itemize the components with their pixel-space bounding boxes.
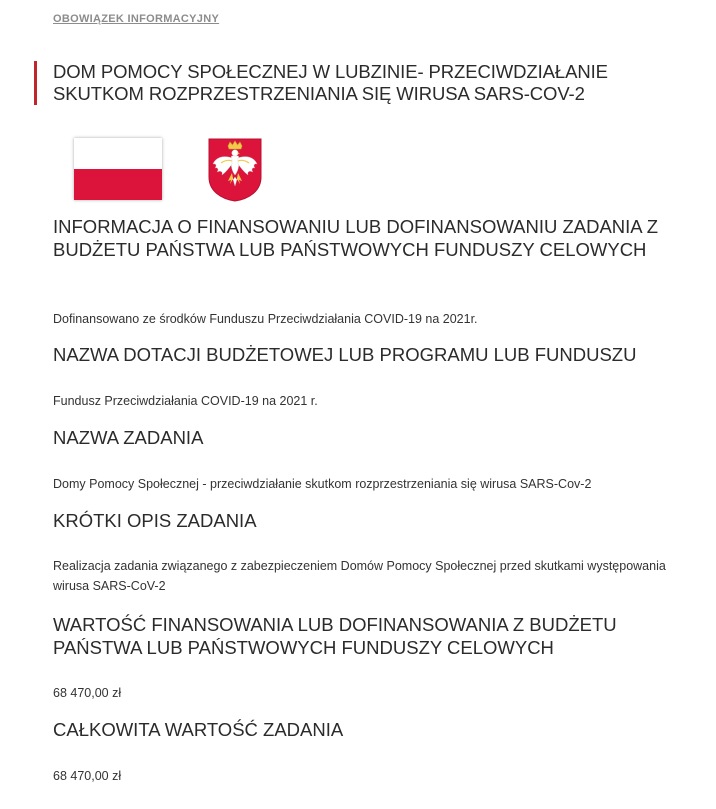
section-text-task-name: Domy Pomocy Społecznej - przeciwdziałanie skutkom rozprzestrzeniania się wirusa SARS-Cov-2	[53, 477, 592, 491]
section-heading-funding-value: WARTOŚĆ FINANSOWANIA LUB DOFINANSOWANIA Z BUDŻETU PAŃSTWA LUB PAŃSTWOWYCH FUNDUSZY CELOWYCH	[53, 614, 617, 658]
section-text-total-value: 68 470,00 zł	[53, 769, 122, 783]
polish-eagle-emblem-icon	[207, 137, 263, 203]
section-text-financing-info: Dofinansowano ze środków Funduszu Przeciwdziałania COVID-19 na 2021r.	[53, 312, 478, 326]
section-heading-grant-name: NAZWA DOTACJI BUDŻETOWEJ LUB PROGRAMU LUB FUNDUSZU	[53, 344, 637, 365]
section-heading-financing-info: INFORMACJA O FINANSOWANIU LUB DOFINANSOWANIU ZADANIA Z BUDŻETU PAŃSTWA LUB PAŃSTWOWYCH FUNDUSZY CELOWYCH	[53, 216, 659, 260]
section-text-grant-name: Fundusz Przeciwdziałania COVID-19 na 2021 r.	[53, 394, 318, 408]
page-title: DOM POMOCY SPOŁECZNEJ W LUBZINIE- PRZECIWDZIAŁANIE SKUTKOM ROZPRZESTRZENIANIA SIĘ WIRUSA SARS-COV-2	[53, 61, 608, 104]
section-heading-task-name: NAZWA ZADANIA	[53, 427, 204, 448]
section-heading-task-description: KRÓTKI OPIS ZADANIA	[53, 510, 257, 531]
title-block	[34, 61, 703, 105]
polish-flag-icon	[74, 138, 162, 200]
section-text-funding-value: 68 470,00 zł	[53, 686, 122, 700]
section-heading-total-value: CAŁKOWITA WARTOŚĆ ZADANIA	[53, 719, 344, 740]
category-link[interactable]: OBOWIĄZEK INFORMACYJNY	[53, 13, 220, 25]
section-text-task-description: Realizacja zadania związanego z zabezpieczeniem Domów Pomocy Społecznej przed skutkami występowania wirusa SARS-CoV-2	[53, 559, 666, 593]
